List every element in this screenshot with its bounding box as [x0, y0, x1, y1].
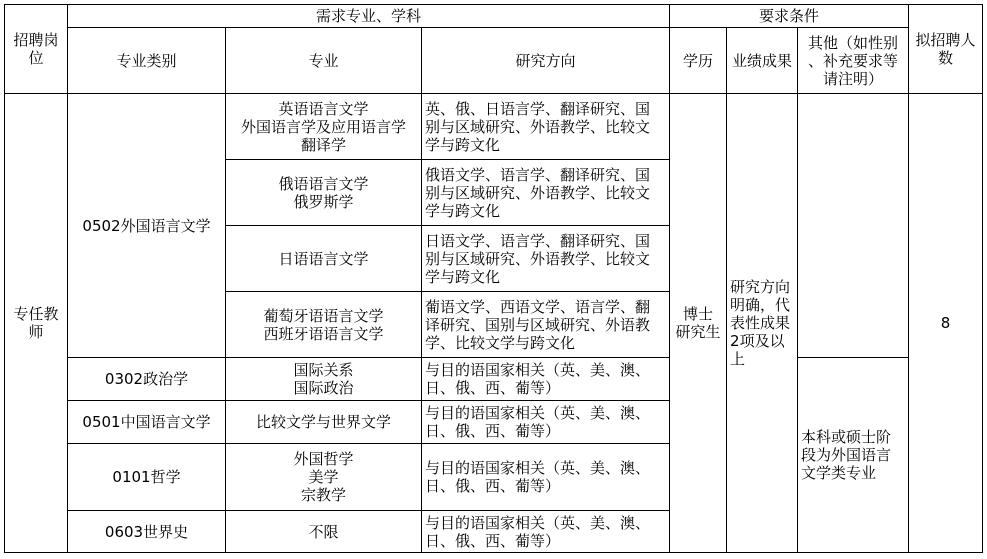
header-requirements-group: 要求条件 — [670, 5, 909, 28]
header-planned-count: 拟招聘人 数 — [909, 5, 983, 94]
direction-cell: 与目的语国家相关（英、美、澳、 日、俄、西、葡等） — [422, 401, 670, 444]
header-demand-group: 需求专业、学科 — [68, 5, 670, 28]
category-cell: 0302政治学 — [68, 358, 226, 401]
major-cell: 俄语语言文学 俄罗斯学 — [226, 160, 422, 226]
planned-count-cell: 8 — [909, 94, 983, 553]
direction-cell: 与目的语国家相关（英、美、澳、 日、俄、西、葡等） — [422, 444, 670, 511]
header-research-direction: 研究方向 — [422, 28, 670, 94]
header-position: 招聘岗 位 — [5, 5, 68, 94]
header-other: 其他（如性别 、补充要求等 请注明） — [798, 28, 909, 94]
education-cell: 博士 研究生 — [670, 94, 727, 553]
category-cell: 0603世界史 — [68, 511, 226, 553]
category-cell: 0501中国语言文学 — [68, 401, 226, 444]
recruitment-table — [4, 4, 983, 553]
header-major: 专业 — [226, 28, 422, 94]
table-row — [5, 94, 983, 160]
header-education: 学历 — [670, 28, 727, 94]
table-row — [5, 358, 983, 401]
position-cell: 专任教 师 — [5, 94, 68, 553]
major-cell: 不限 — [226, 511, 422, 553]
major-cell: 日语语言文学 — [226, 226, 422, 292]
major-cell: 英语语言文学 外国语言学及应用语言学 翻译学 — [226, 94, 422, 160]
major-cell: 比较文学与世界文学 — [226, 401, 422, 444]
header-major-category: 专业类别 — [68, 28, 226, 94]
major-cell: 葡萄牙语语言文学 西班牙语语言文学 — [226, 292, 422, 358]
direction-cell: 俄语文学、语言学、翻译研究、国 别与区域研究、外语教学、比较文 学与跨文化 — [422, 160, 670, 226]
achievements-cell: 研究方向 明确，代 表性成果 2项及以 上 — [727, 94, 798, 553]
category-cell: 0101哲学 — [68, 444, 226, 511]
direction-cell: 与目的语国家相关（英、美、澳、 日、俄、西、葡等） — [422, 358, 670, 401]
header-achievements: 业绩成果 — [727, 28, 798, 94]
direction-cell: 英、俄、日语言学、翻译研究、国 别与区域研究、外语教学、比较文 学与跨文化 — [422, 94, 670, 160]
other-empty-cell — [798, 94, 909, 358]
other-note-cell: 本科或硕士阶 段为外国语言 文学类专业 — [798, 358, 909, 553]
direction-cell: 葡语文学、西语文学、语言学、翻 译研究、国别与区域研究、外语教 学、比较文学与跨文化 — [422, 292, 670, 358]
category-cell: 0502外国语言文学 — [68, 94, 226, 358]
major-cell: 外国哲学 美学 宗教学 — [226, 444, 422, 511]
direction-cell: 日语文学、语言学、翻译研究、国 别与区域研究、外语教学、比较文 学与跨文化 — [422, 226, 670, 292]
direction-cell: 与目的语国家相关（英、美、澳、 日、俄、西、葡等） — [422, 511, 670, 553]
major-cell: 国际关系 国际政治 — [226, 358, 422, 401]
